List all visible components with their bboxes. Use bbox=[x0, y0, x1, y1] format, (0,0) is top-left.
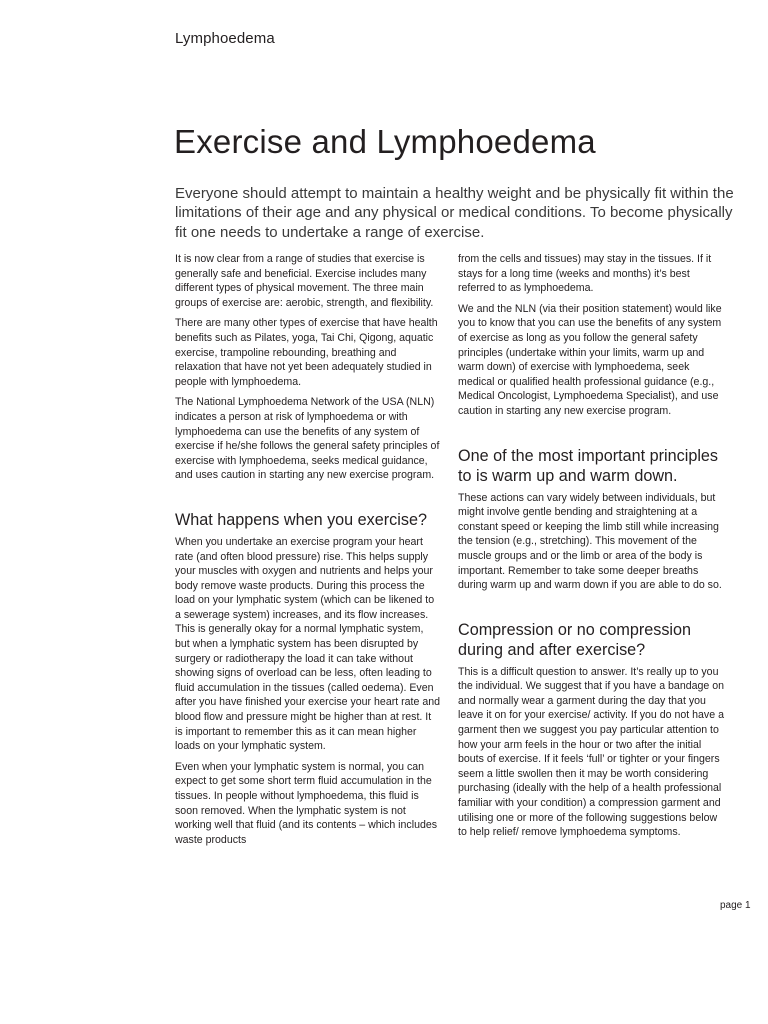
paragraph: These actions can vary widely between individuals, but might involve gentle bending and straightening at a constant speed or keeping the limb still while increasing the tension (e.g., stretching). This movement of the muscle groups and or the limb or area of the body is important. Remember to take some deeper breaths during warm up and warm down if you are able to do so. bbox=[458, 491, 722, 592]
paragraph: This is a difficult question to answer. It’s really up to you the individual. We suggest that if you have a bandage on and normally wear a garment during the day that you leave it on for your exercise/ activity. If you do not have a garment then we suggest you pay particular attention to how your arm feels in the hour or two after the initial bouts of exercise. If it feels ‘full’ or tighter or your fingers seem a little swollen then it may be worth considering purchasing (ideally with the help of a health professional familiar with your condition) a compression garment and utilising one or more of the following suggestions below to help relief/ remove lymphoedema symptoms. bbox=[458, 665, 725, 839]
section-heading: Compression or no compression during and after exercise? bbox=[458, 620, 692, 659]
section-heading: What happens when you exercise? bbox=[175, 510, 427, 529]
page-number: page 1 bbox=[720, 900, 751, 911]
paragraph: from the cells and tissues) may stay in the tissues. If it stays for a long time (weeks and months) it’s best referred to as lymphoedema. bbox=[458, 253, 712, 295]
right-column bbox=[458, 252, 728, 846]
paragraph: It is now clear from a range of studies that exercise is generally safe and beneficial. Exercise includes many different types of physical movement. The three main groups of exercise are: aerobic, strength, and flexibility. bbox=[175, 253, 434, 309]
section-heading: One of the most important principles to is warm up and warm down. bbox=[458, 446, 719, 485]
paragraph: When you undertake an exercise program your heart rate (and often blood pressure) rise. This helps supply your muscles with oxygen and nutrients and helps your body remove waste products. During this process the load on your lymphatic system (which can be likened to a sewerage system) increases, and its flow increases. This is generally okay for a normal lymphatic system, but when a lymphatic system has been disrupted by surgery or radiotherapy the load it can take without showing signs of overload can be less, often leading to fluid accumulation in the tissues (called oedema). Even after you have finished your exercise your heart rate and blood flow and pressure might be higher than at rest. It is important to remember this as it can mean higher loads on your lymphatic system. bbox=[175, 535, 440, 753]
running-header: Lymphoedema bbox=[175, 30, 275, 47]
paragraph: There are many other types of exercise that have health benefits such as Pilates, yoga, Tai Chi, Qigong, aquatic exercise, trampoline rebounding, breathing and relaxation that have not yet been adequately studied in people with lymphoedema. bbox=[175, 317, 438, 388]
paragraph: Even when your lymphatic system is normal, you can expect to get some short term fluid accumulation in the tissues. In people without lymphoedema, this fluid is soon removed. When the lymphatic system is not working well that fluid (and its contents – which includes waste products bbox=[175, 760, 438, 846]
document-title: Exercise and Lymphoedema bbox=[174, 123, 596, 160]
paragraph: The National Lymphoedema Network of the USA (NLN) indicates a person at risk of lymphoedema or with lymphoedema can use the benefits of any system of exercise if he/she follows the general safety principles of exercise with lymphoedema, seeks medical guidance, and uses caution in starting any new exercise program. bbox=[175, 396, 440, 482]
left-column bbox=[175, 252, 440, 853]
intro-paragraph: Everyone should attempt to maintain a healthy weight and be physically fit within the limitations of their age and any physical or medical conditions. To become physically fit one needs to undertake a range of exercise. bbox=[175, 185, 734, 241]
paragraph: We and the NLN (via their position statement) would like you to know that you can use the benefits of any system of exercise as long as you follow the general safety principles (undertake within your limits, warm up and warm down) of exercise with lymphoedema, seek medical or qualified health professional guidance (e.g., Medical Oncologist, Lymphoedema Specialist), and use caution in starting any new exercise program. bbox=[458, 302, 722, 417]
